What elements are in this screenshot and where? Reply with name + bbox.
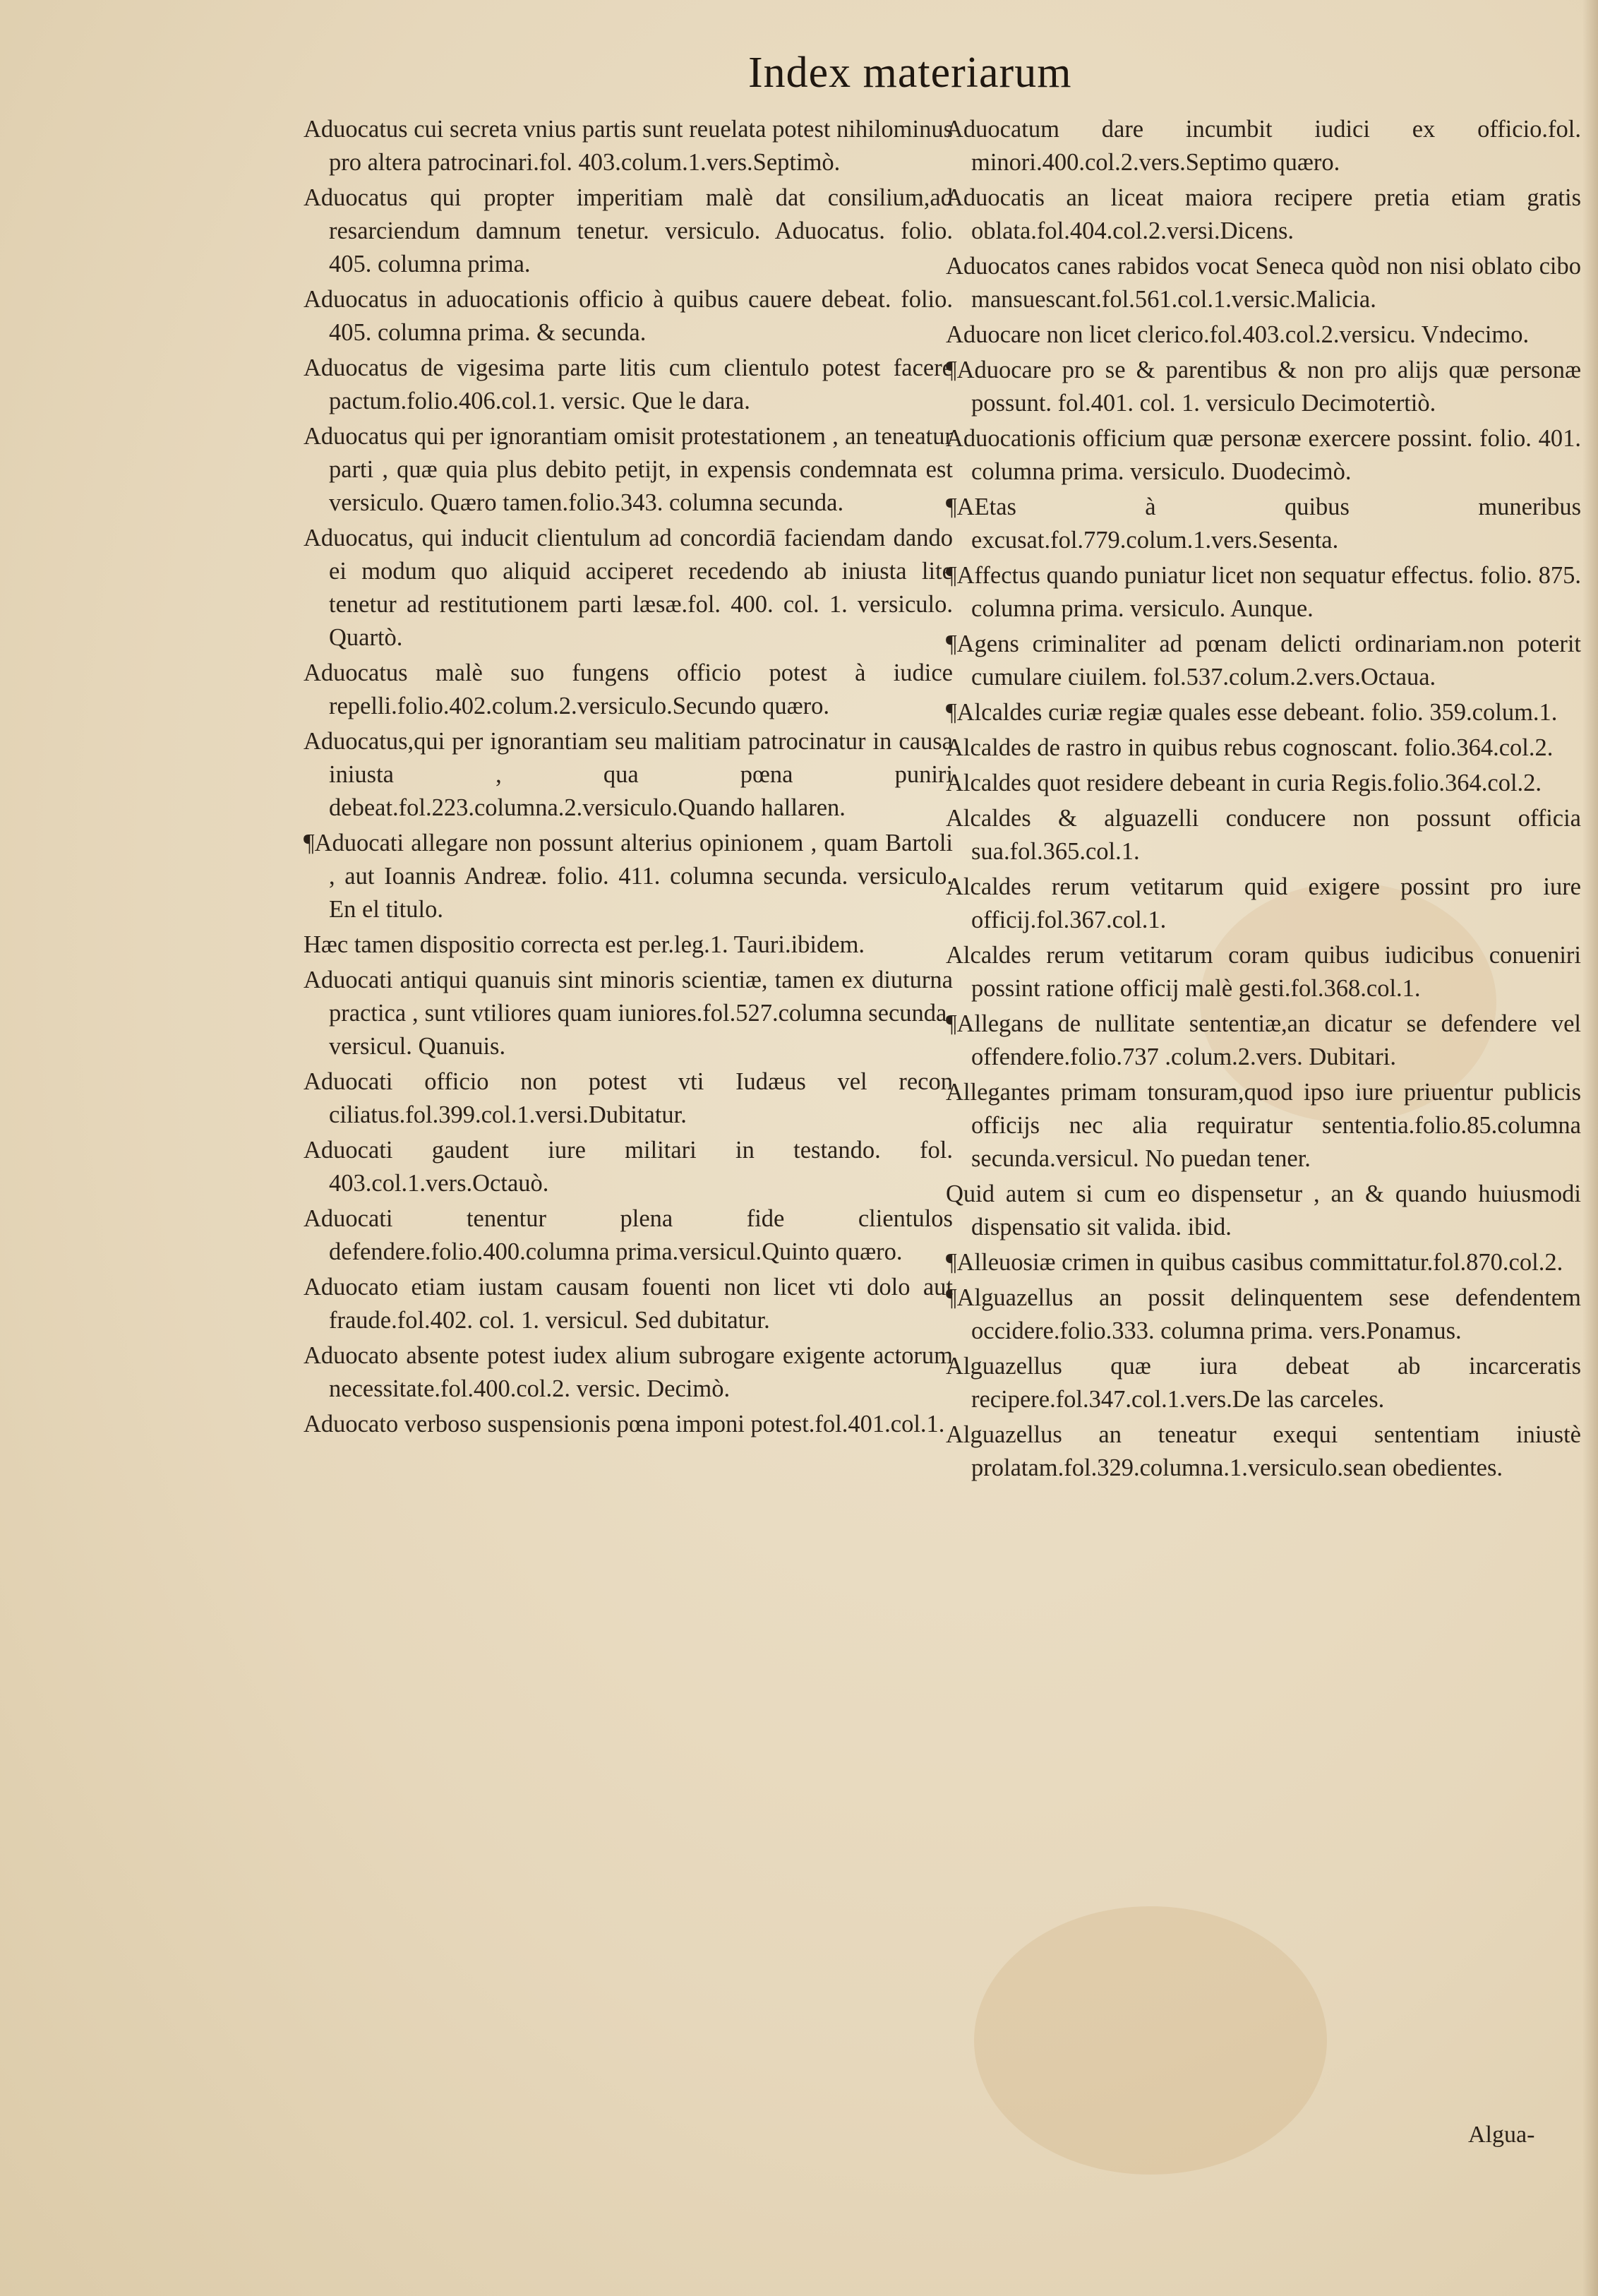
running-header: Index materiarum (748, 49, 1072, 97)
index-entry: Alcaldes rerum vetitarum quid exigere possint pro iure officij.fol.367.col.1. (946, 873, 1581, 933)
index-entry: ¶Alguazellus an possit delinquentem sese defendentem occidere.folio.333. columna prima. vers.Ponamus. (946, 1284, 1581, 1344)
water-stain (974, 1906, 1327, 2175)
index-entry: Aduocatus qui propter imperitiam malè dat consilium,ad resarciendum damnum tenetur. versiculo. Aduocatus. folio. 405. columna prima. (304, 184, 953, 277)
index-entry: Aduocatus cui secreta vnius partis sunt reuelata potest nihilominus pro altera patrocinari.fol. 403.colum.1.vers.Septimò. (304, 116, 953, 176)
index-entry: Aduocatus qui per ignorantiam omisit protestationem , an teneatur parti , quæ quia plus debito petijt, in expensis condemnata est versiculo. Quæro tamen.folio.343. columna secunda. (304, 423, 953, 516)
index-entry: Alcaldes de rastro in quibus rebus cognoscant. folio.364.col.2. (946, 734, 1554, 761)
index-entry: Aduocationis officium quæ personæ exercere possint. folio. 401. columna prima. versiculo. Duodecimò. (946, 425, 1581, 485)
index-entry: Aduocatus de vigesima parte litis cum clientulo potest facere pactum.folio.406.col.1. versic. Que le dara. (304, 354, 953, 414)
index-entry: Aduocare non licet clerico.fol.403.col.2.versicu. Vndecimo. (946, 321, 1530, 348)
index-entry: Alguazellus quæ iura debeat ab incarceratis recipere.fol.347.col.1.vers.De las carceles. (946, 1353, 1581, 1413)
index-entry: Aduocato etiam iustam causam fouenti non licet vti dolo aut fraude.fol.402. col. 1. versicul. Sed dubitatur. (304, 1274, 953, 1334)
index-entry: Aduocatus, qui inducit clientulum ad concordiā faciendam dando ei modum quo aliquid acciperet recedendo ab iniusta lite tenetur ad restitutionem parti læsæ.fol. 400. col. 1. versiculo. Quartò. (304, 525, 953, 651)
index-entry: Aduocati officio non potest vti Iudæus vel recon ciliatus.fol.399.col.1.versi.Dubitatur. (304, 1068, 953, 1128)
index-entry: Aduocatis an liceat maiora recipere pretia etiam gratis oblata.fol.404.col.2.versi.Dicens. (946, 184, 1581, 244)
index-entry: ¶Allegans de nullitate sententiæ,an dicatur se defendere vel offendere.folio.737 .colum.2.vers. Dubitari. (946, 1010, 1581, 1070)
left-column (304, 113, 953, 1443)
index-entry: ¶Alleuosiæ crimen in quibus casibus committatur.fol.870.col.2. (946, 1249, 1563, 1276)
index-entry: Aduocati antiqui quanuis sint minoris scientiæ, tamen ex diuturna practica , sunt vtiliores quam iuniores.fol.527.columna secunda. versicul. Quanuis. (304, 967, 953, 1060)
index-entry: Aduocatum dare incumbit iudici ex officio.fol. minori.400.col.2.vers.Septimo quæro. (946, 116, 1581, 176)
index-entry: ¶Alcaldes curiæ regiæ quales esse debeant. folio. 359.colum.1. (946, 699, 1558, 726)
index-entry: Alcaldes quot residere debeant in curia Regis.folio.364.col.2. (946, 770, 1542, 796)
index-entry: Aduocatus in aduocationis officio à quibus cauere debeat. folio. 405. columna prima. & secunda. (304, 286, 953, 346)
index-entry: Aduocatus malè suo fungens officio potest à iudice repelli.folio.402.colum.2.versiculo.Secundo quæro. (304, 659, 953, 719)
index-entry: Aduocatos canes rabidos vocat Seneca quòd non nisi oblato cibo mansuescant.fol.561.col.1.versic.Malicia. (946, 253, 1581, 313)
index-entry: Aduocato absente potest iudex alium subrogare exigente actorum necessitate.fol.400.col.2. versic. Decimò. (304, 1342, 953, 1402)
index-entry: ¶Aduocare pro se & parentibus & non pro alijs quæ personæ possunt. fol.401. col. 1. versiculo Decimotertiò. (946, 357, 1581, 417)
index-entry: Aduocato verboso suspensionis pœna imponi potest.fol.401.col.1. (304, 1411, 945, 1437)
index-entry: Alcaldes & alguazelli conducere non possunt officia sua.fol.365.col.1. (946, 805, 1581, 865)
index-entry: Aduocati gaudent iure militari in testando. fol. 403.col.1.vers.Octauò. (304, 1137, 953, 1197)
index-entry: Quid autem si cum eo dispensetur , an & quando huiusmodi dispensatio sit valida. ibid. (946, 1180, 1581, 1240)
index-entry: Aduocati tenentur plena fide clientulos defendere.folio.400.columna prima.versicul.Quinto quæro. (304, 1205, 953, 1265)
page-edge-shadow (1582, 0, 1598, 2296)
index-entry: ¶AEtas à quibus muneribus excusat.fol.779.colum.1.vers.Sesenta. (946, 494, 1581, 554)
catchword: Algua- (1468, 2122, 1535, 2148)
index-entry: ¶Affectus quando puniatur licet non sequatur effectus. folio. 875. columna prima. versiculo. Aunque. (946, 562, 1581, 622)
right-column (946, 113, 1581, 1487)
index-entry: Alcaldes rerum vetitarum coram quibus iudicibus conueniri possint ratione officij malè gesti.fol.368.col.1. (946, 942, 1581, 1002)
index-entry: Hæc tamen dispositio correcta est per.leg.1. Tauri.ibidem. (304, 931, 865, 958)
index-entry: Allegantes primam tonsuram,quod ipso iure priuentur publicis officijs nec alia requiratur sententia.folio.85.columna secunda.versicul. No puedan tener. (946, 1079, 1581, 1172)
index-entry: Aduocatus,qui per ignorantiam seu malitiam patrocinatur in causa iniusta , qua pœna puniri debeat.fol.223.columna.2.versiculo.Quando hallaren. (304, 728, 953, 821)
index-entry: ¶Agens criminaliter ad pœnam delicti ordinariam.non poterit cumulare ciuilem. fol.537.colum.2.vers.Octaua. (946, 630, 1581, 690)
index-entry: Alguazellus an teneatur exequi sententiam iniustè prolatam.fol.329.columna.1.versiculo.sean obedientes. (946, 1421, 1581, 1481)
index-entry: ¶Aduocati allegare non possunt alterius opinionem , quam Bartoli , aut Ioannis Andreæ. folio. 411. columna secunda. versiculo. En el titulo. (304, 830, 953, 923)
